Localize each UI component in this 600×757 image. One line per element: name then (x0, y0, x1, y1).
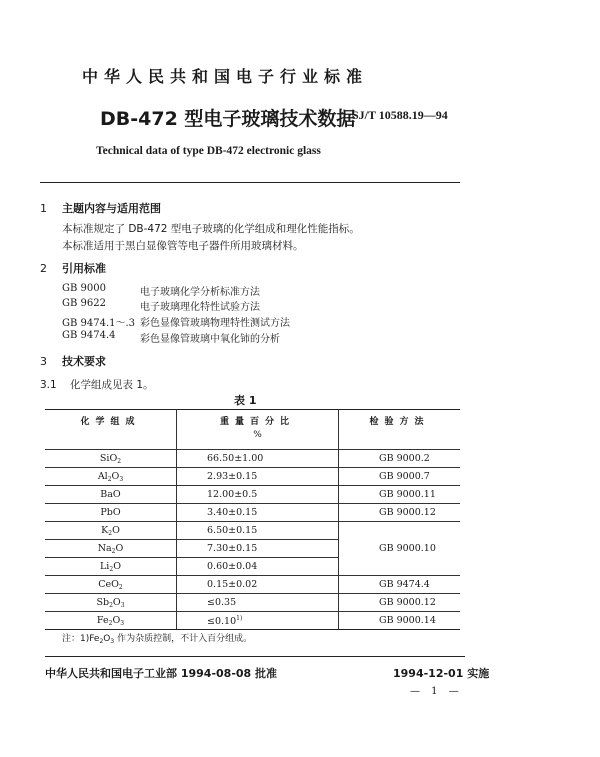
composition-cell: $Fe_2O_3$ (45, 612, 177, 630)
reference-code: GB 9474.1～.3 (62, 318, 136, 329)
reference-item (62, 314, 290, 329)
footer-divider (45, 656, 465, 657)
table-row (45, 486, 460, 504)
section-title: 引用标准 (62, 262, 106, 275)
method-cell: GB 9000.2 (339, 450, 461, 468)
header-test-method: 检验方法 (339, 410, 461, 450)
section-title: 技术要求 (62, 355, 106, 368)
paragraph: 本标准规定了 DB-472 型电子玻璃的化学组成和理化性能指标。 (62, 223, 360, 235)
reference-item (62, 283, 260, 298)
chemical-composition-table (45, 409, 460, 630)
table-row (45, 612, 460, 630)
table-row (45, 450, 460, 468)
english-subtitle: Technical data of type DB-472 electronic glass (96, 145, 321, 157)
table-row (45, 522, 460, 540)
reference-title: 电子玻璃化学分析标准方法 (140, 287, 260, 298)
method-cell: GB 9000.7 (339, 468, 461, 486)
composition-cell: CeO$_2$ (45, 576, 177, 594)
reference-title: 彩色显像管玻璃物理特性测试方法 (140, 318, 290, 329)
section-2-heading (40, 260, 106, 276)
method-cell: GB 9000.14 (339, 612, 461, 630)
section-number: 3 (40, 355, 47, 368)
subsection-text: 化学组成见表 1。 (70, 379, 154, 391)
composition-cell: SiO$_2$ (45, 450, 177, 468)
value-cell: 3.40±0.15 (177, 504, 339, 522)
composition-cell: $Na_2O$ (45, 540, 177, 558)
reference-code: GB 9622 (62, 298, 106, 309)
section-3-heading (40, 353, 106, 369)
document-title: DB-472 型电子玻璃技术数据 (100, 108, 356, 130)
subsection-3-1 (40, 377, 154, 392)
reference-title: 彩色显像管玻璃中氧化铈的分析 (140, 334, 280, 345)
composition-cell: BaO (45, 486, 177, 504)
paragraph: 本标准适用于黑白显像管等电子器件所用玻璃材料。 (62, 240, 304, 252)
issuing-organization: 中华人民共和国电子行业标准 (82, 67, 369, 86)
method-cell: GB 9000.11 (339, 486, 461, 504)
section-1-heading (40, 200, 161, 216)
table-caption: 表 1 (234, 394, 257, 407)
method-cell-merged: GB 9000.10 (339, 522, 461, 576)
value-cell: 2.93±0.15 (177, 468, 339, 486)
method-cell: GB 9000.12 (339, 504, 461, 522)
table-row (45, 594, 460, 612)
value-cell: ≤0.35 (177, 594, 339, 612)
subsection-number: 3.1 (40, 379, 57, 391)
value-cell: 66.50±1.00 (177, 450, 339, 468)
table-row (45, 468, 460, 486)
implementation-date: 1994-12-01 实施 (393, 667, 490, 680)
footnote-marker: 1) (236, 614, 243, 622)
header-composition: 化学组成 (45, 410, 177, 450)
section-number: 1 (40, 202, 47, 215)
reference-code: GB 9000 (62, 283, 106, 294)
value-cell: 12.00±0.5 (177, 486, 339, 504)
section-number: 2 (40, 262, 47, 275)
standard-number: SJ/T 10588.19—94 (352, 108, 448, 122)
table-row (45, 504, 460, 522)
method-cell: GB 9474.4 (339, 576, 461, 594)
page-number: — 1 — (410, 686, 463, 697)
table-header-row (45, 410, 460, 450)
value-cell: 0.60±0.04 (177, 558, 339, 576)
reference-item (62, 330, 280, 345)
composition-cell: $Sb_2O_3$ (45, 594, 177, 612)
value-cell: 7.30±0.15 (177, 540, 339, 558)
value-cell: 6.50±0.15 (177, 522, 339, 540)
table-row (45, 576, 460, 594)
approval-date: 中华人民共和国电子工业部 1994-08-08 批准 (45, 667, 278, 680)
value-cell: 0.15±0.02 (177, 576, 339, 594)
section-title: 主题内容与适用范围 (62, 202, 161, 215)
reference-item (62, 298, 260, 313)
composition-cell: $Al_2O_3$ (45, 468, 177, 486)
composition-cell: $K_2O$ (45, 522, 177, 540)
reference-title: 电子玻璃理化特性试验方法 (140, 302, 260, 313)
value-cell: $\le 0.10^{1)}$ (177, 612, 339, 630)
header-weight-label: 重量百分比 (219, 417, 295, 427)
header-weight-unit: % (253, 430, 262, 440)
header-divider (40, 182, 460, 183)
table-footnote: 注：$1)Fe_2O_3$ 作为杂质控制，不计入百分组成。 (62, 634, 253, 645)
reference-code: GB 9474.4 (62, 330, 116, 341)
method-cell: GB 9000.12 (339, 594, 461, 612)
header-weight-percent (177, 410, 339, 450)
composition-cell: $Li_2O$ (45, 558, 177, 576)
composition-cell: PbO (45, 504, 177, 522)
